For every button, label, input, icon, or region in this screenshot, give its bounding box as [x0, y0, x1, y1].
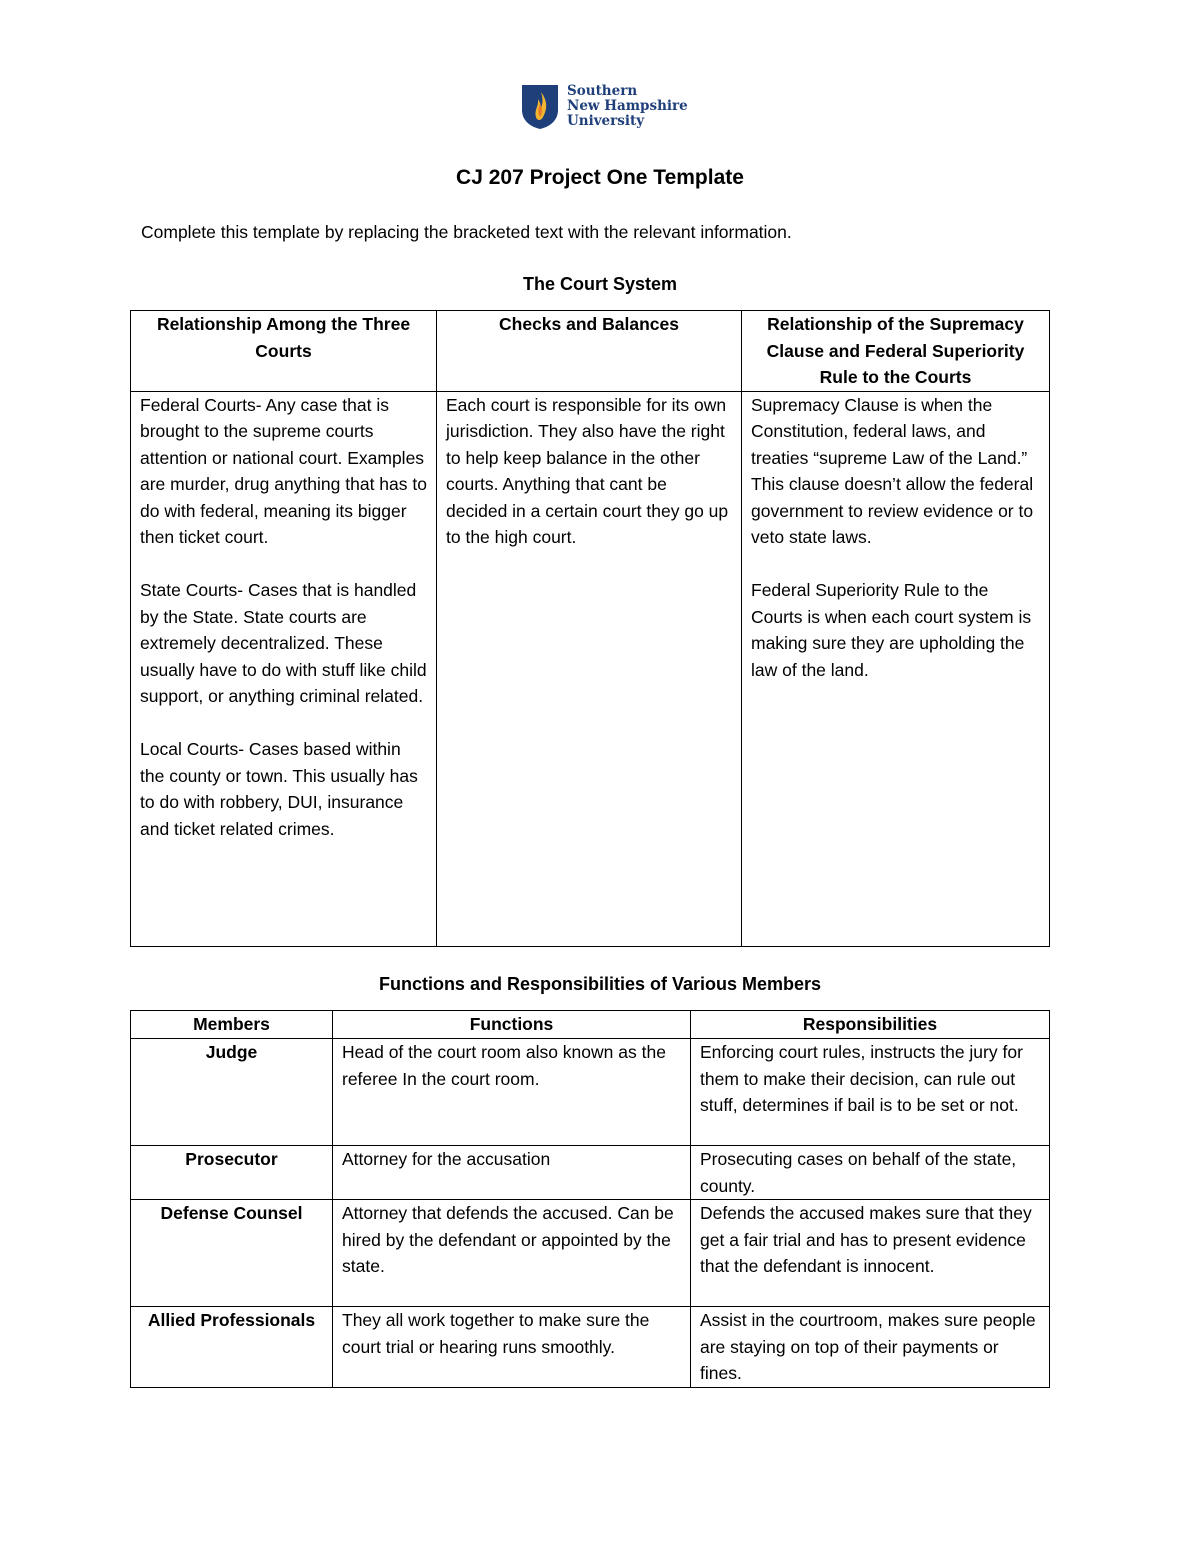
logo-line-3: University [567, 113, 645, 129]
member-name: Prosecutor [131, 1146, 333, 1200]
member-function: They all work together to make sure the court trial or hearing runs smoothly. [333, 1307, 691, 1388]
shield-flame-icon [521, 84, 559, 130]
members-header-row [131, 1011, 1050, 1039]
member-responsibility: Prosecuting cases on behalf of the state, county. [691, 1146, 1050, 1200]
checks-balances-text: Each court is responsible for its own jurisdiction. They also have the right to help keep balance in the other courts. Anything that cant be decided in a certain court they go up to the high court. [446, 394, 729, 547]
court-system-header-row [131, 311, 1050, 392]
member-name: Judge [131, 1039, 333, 1146]
member-responsibility: Assist in the courtroom, makes sure people are staying on top of their payments or fines. [691, 1307, 1050, 1388]
member-function: Attorney for the accusation [333, 1146, 691, 1200]
member-name: Defense Counsel [131, 1200, 333, 1307]
federal-courts-text: Federal Courts- Any case that is brought to the supreme courts attention or national court. Examples are murder, drug anything that has to do with federal, meaning its bigger then ticket court. [140, 394, 427, 547]
member-responsibility: Defends the accused makes sure that they get a fair trial and has to present evidence that the defendant is innocent. [691, 1200, 1050, 1307]
supremacy-clause-cell [742, 391, 1050, 946]
court-system-table [130, 310, 1050, 947]
header-supremacy-clause: Relationship of the Supremacy Clause and Federal Superiority Rule to the Courts [742, 311, 1050, 392]
university-logo [521, 84, 688, 130]
local-courts-text: Local Courts- Cases based within the county or town. This usually has to do with robbery, DUI, insurance and ticket related crimes. [140, 739, 418, 839]
supremacy-clause-text: Supremacy Clause is when the Constitution, federal laws, and treaties “supreme Law of the Land.” This clause doesn’t allow the federal government to review evidence or to veto state laws. [751, 394, 1034, 547]
header-relationship-courts: Relationship Among the Three Courts [131, 311, 437, 392]
document-title: CJ 207 Project One Template [456, 166, 744, 189]
federal-superiority-text: Federal Superiority Rule to the Courts is when each court system is making sure they are upholding the law of the land. [751, 580, 1032, 680]
logo-line-2: New Hampshire [567, 98, 688, 114]
logo-wordmark [567, 84, 688, 129]
court-system-heading: The Court System [522, 274, 678, 294]
checks-balances-cell [437, 391, 742, 946]
intro-text: Complete this template by replacing the bracketed text with the relevant information. [141, 222, 792, 242]
table-row [131, 1146, 1050, 1200]
member-function: Attorney that defends the accused. Can be hired by the defendant or appointed by the state. [333, 1200, 691, 1307]
header-responsibilities: Responsibilities [691, 1011, 1050, 1039]
member-responsibility: Enforcing court rules, instructs the jury for them to make their decision, can rule out stuff, determines if bail is to be set or not. [691, 1039, 1050, 1146]
table-row [131, 1039, 1050, 1146]
members-heading: Functions and Responsibilities of Various Members [378, 974, 822, 994]
relationship-courts-cell [131, 391, 437, 946]
logo-line-1: Southern [567, 83, 638, 99]
member-name: Allied Professionals [131, 1307, 333, 1388]
members-table [130, 1010, 1050, 1388]
header-functions: Functions [333, 1011, 691, 1039]
state-courts-text: State Courts- Cases that is handled by the State. State courts are extremely decentralized. These usually have to do with stuff like child support, or anything criminal related. [140, 580, 427, 706]
table-row [131, 1307, 1050, 1388]
header-checks-balances: Checks and Balances [437, 311, 742, 392]
member-function: Head of the court room also known as the referee In the court room. [333, 1039, 691, 1146]
header-members: Members [131, 1011, 333, 1039]
table-row [131, 1200, 1050, 1307]
court-system-body-row [131, 391, 1050, 946]
